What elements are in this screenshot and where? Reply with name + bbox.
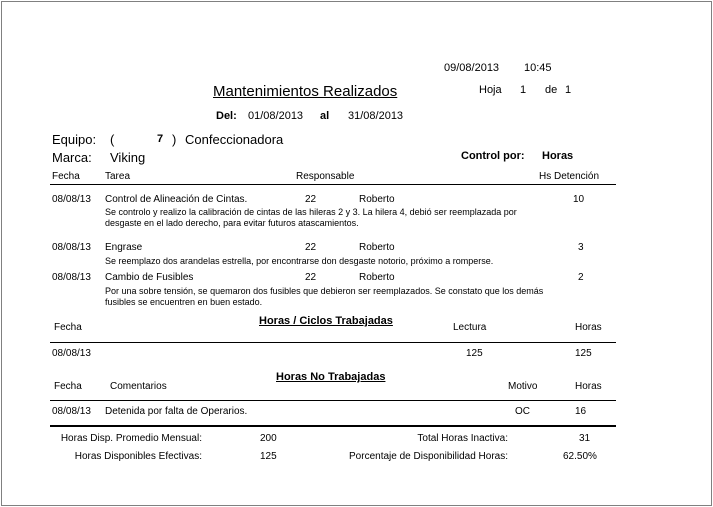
report-title: Mantenimientos Realizados — [213, 83, 398, 100]
task-hs: 2 — [578, 272, 584, 283]
col-fecha: Fecha — [52, 171, 80, 182]
task-fecha: 08/08/13 — [52, 272, 91, 283]
summary-inactiva-value: 31 — [579, 433, 591, 444]
task-detail: Se controlo y realizo la calibración de cintas de las hileras 2 y 3. La hilera 4, debió ser reemplazada por desgaste en el lado derecho, para evitar futuros atascamientos. — [105, 207, 517, 228]
control-value: Horas — [542, 150, 574, 162]
col-responsable: Responsable — [296, 171, 355, 182]
summary-prom-label: Horas Disp. Promedio Mensual: — [60, 433, 202, 444]
hours-col-fecha: Fecha — [54, 322, 82, 333]
summary-inactiva-label: Total Horas Inactiva: — [417, 433, 508, 444]
task-resp-name: Roberto — [359, 242, 395, 253]
de-label: de — [545, 84, 558, 96]
task-fecha: 08/08/13 — [52, 194, 91, 205]
summary-porc-value: 62.50% — [563, 451, 597, 462]
summary-rule — [50, 425, 616, 427]
print-time: 10:45 — [524, 62, 552, 74]
summary-efect-value: 125 — [260, 451, 277, 462]
task-tarea: Cambio de Fusibles — [105, 272, 194, 283]
task-fecha: 08/08/13 — [52, 242, 91, 253]
nw-col-horas: Horas — [575, 381, 602, 392]
nw-horas: 16 — [575, 406, 587, 417]
hours-lectura: 125 — [466, 348, 483, 359]
hours-fecha: 08/08/13 — [52, 348, 91, 359]
report-page — [1, 1, 712, 506]
col-hs-detencion: Hs Detención — [539, 171, 600, 182]
al-label: al — [320, 110, 330, 122]
nw-col-fecha: Fecha — [54, 381, 82, 392]
task-tarea: Engrase — [105, 242, 143, 253]
summary-prom-value: 200 — [260, 433, 277, 444]
nw-col-motivo: Motivo — [508, 381, 538, 392]
print-date: 09/08/2013 — [444, 62, 500, 74]
date-from: 01/08/2013 — [248, 110, 304, 122]
col-tarea: Tarea — [105, 171, 131, 182]
control-label: Control por: — [461, 150, 525, 162]
task-tarea: Control de Alineación de Cintas. — [105, 194, 248, 205]
summary-efect-label: Horas Disponibles Efectivas: — [74, 451, 202, 462]
nw-fecha: 08/08/13 — [52, 406, 91, 417]
date-to: 31/08/2013 — [348, 110, 404, 122]
equipo-close-paren: ) — [172, 132, 177, 147]
equipo-name: Confeccionadora — [185, 132, 284, 147]
task-detail: Por una sobre tensión, se quemaron dos fusibles que debieron ser reemplazados. Se constato que los demás fusibles se encuentren en buen estado. — [105, 286, 544, 307]
marca-label: Marca: — [52, 150, 92, 165]
hours-header-rule — [50, 342, 616, 343]
nw-header-rule — [50, 400, 616, 401]
hoja-total: 1 — [565, 84, 572, 96]
hours-col-horas: Horas — [575, 322, 602, 333]
task-resp-id: 22 — [305, 194, 317, 205]
hoja-number: 1 — [520, 84, 527, 96]
task-hs: 10 — [573, 194, 585, 205]
marca-value: Viking — [110, 150, 146, 165]
hoja-label: Hoja — [479, 84, 502, 96]
hours-section-title: Horas / Ciclos Trabajadas — [259, 315, 393, 327]
task-resp-name: Roberto — [359, 272, 395, 283]
not-worked-title: Horas No Trabajadas — [276, 371, 386, 383]
task-resp-name: Roberto — [359, 194, 395, 205]
task-resp-id: 22 — [305, 242, 317, 253]
task-hs: 3 — [578, 242, 584, 253]
nw-comentario: Detenida por falta de Operarios. — [105, 406, 248, 417]
nw-col-comentarios: Comentarios — [110, 381, 167, 392]
hours-horas: 125 — [575, 348, 592, 359]
equipo-id: 7 — [157, 133, 164, 145]
task-detail: Se reemplazo dos arandelas estrella, por encontrarse don desgaste notorio, próximo a romperse. — [105, 256, 494, 266]
tasks-header-rule — [50, 184, 616, 185]
task-resp-id: 22 — [305, 272, 317, 283]
del-label: Del: — [216, 110, 237, 122]
equipo-open-paren: ( — [110, 132, 115, 147]
summary-porc-label: Porcentaje de Disponibilidad Horas: — [349, 451, 508, 462]
hours-col-lectura: Lectura — [453, 322, 487, 333]
nw-motivo: OC — [515, 406, 530, 417]
equipo-label: Equipo: — [52, 132, 97, 147]
